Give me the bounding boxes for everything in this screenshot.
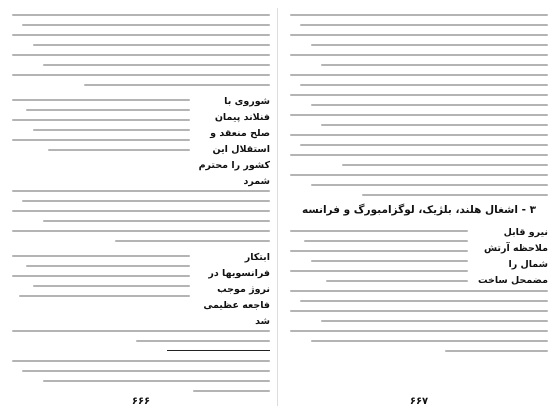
side-heading: نیرو قابل ملاحظه آرتش شمال را مضمحل ساخت: [477, 227, 548, 286]
left-page: [6, 0, 276, 415]
side-heading: ابتکار فرانسویها در نروژ موجب فاجعه عظیمی شد: [203, 252, 270, 327]
page-number: ۶۶۶: [131, 396, 151, 407]
section-heading: ۳ - اشغال هلند، بلژیک، لوگزامبورگ و فرانسه: [301, 204, 537, 216]
side-heading-block: [12, 94, 270, 190]
footnote-rule: [167, 350, 270, 351]
side-heading-block: [290, 225, 548, 290]
gutter: [277, 8, 278, 406]
footnote: [12, 360, 270, 392]
side-heading-block: [12, 250, 270, 330]
right-page: [284, 0, 554, 415]
side-heading: شوروی با فنلاند پیمان صلح منعقد و استقلال این کشور را محترم شمرد: [198, 96, 270, 187]
page-number: ۶۶۷: [409, 396, 429, 407]
